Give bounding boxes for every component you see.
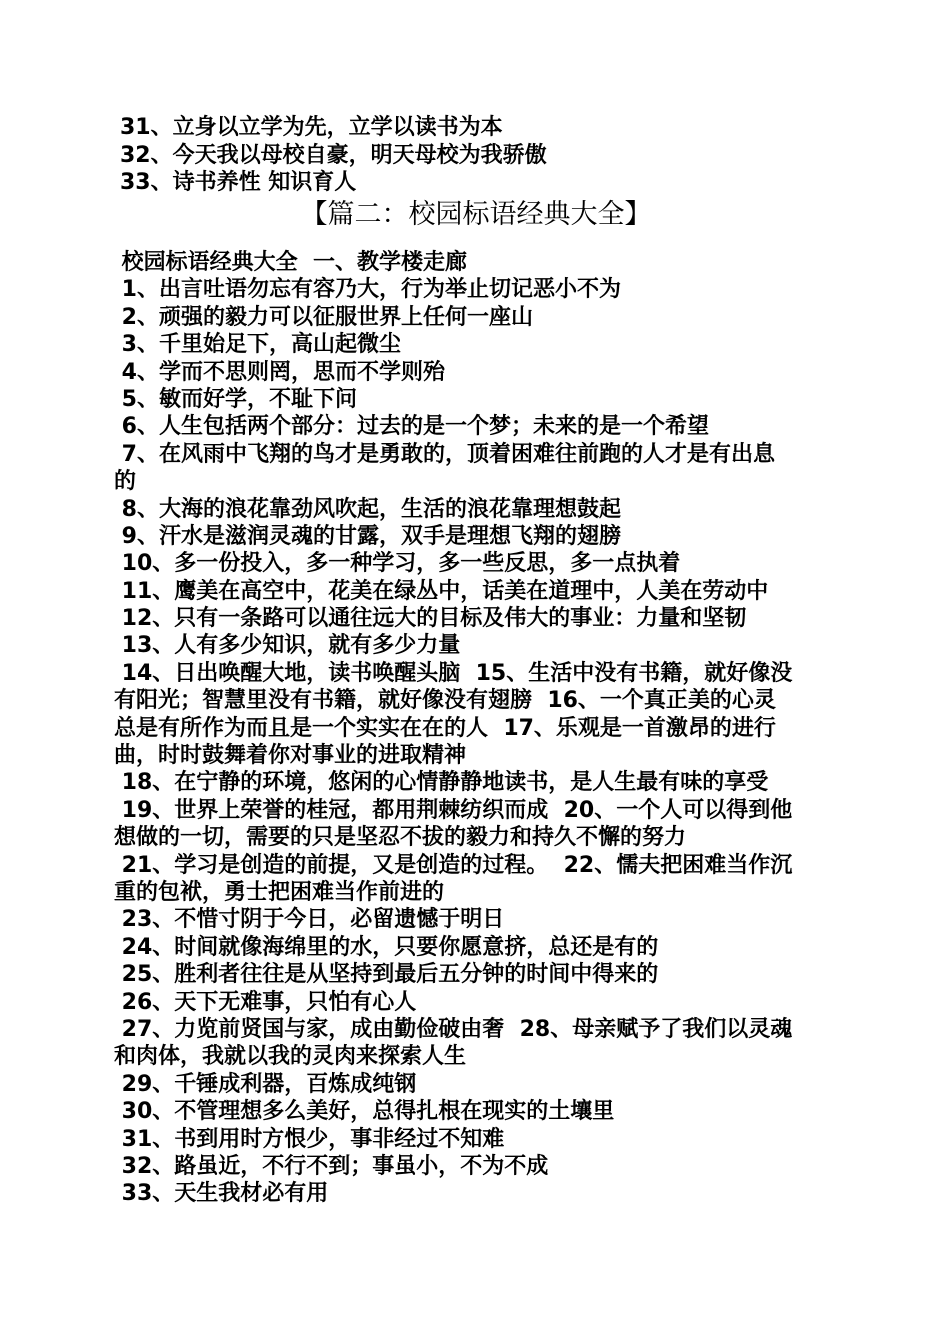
list-item: 24、时间就像海绵里的水，只要你愿意挤，总还是有的 xyxy=(114,934,659,960)
list-item: 6、人生包括两个部分：过去的是一个梦；未来的是一个希望 xyxy=(114,414,709,440)
list-item: 21、学习是创造的前提，又是创造的过程。 22、懦夫把困难当作沉 xyxy=(114,852,793,878)
section-heading: 校园标语经典大全 一、教学楼走廊 xyxy=(114,250,467,275)
list-item: 9、汗水是滋润灵魂的甘露，双手是理想飞翔的翅膀 xyxy=(114,523,621,549)
list-item: 12、只有一条路可以通往远大的目标及伟大的事业：力量和坚韧 xyxy=(114,606,747,632)
list-item-continued: 和肉体，我就以我的灵肉来探索人生 xyxy=(114,1044,467,1070)
list-item: 2、顽强的毅力可以征服世界上任何一座山 xyxy=(114,304,533,330)
list-item: 10、多一份投入，多一种学习，多一些反思，多一点执着 xyxy=(114,551,681,577)
list-item: 30、不管理想多么美好，总得扎根在现实的土壤里 xyxy=(114,1099,615,1125)
list-item: 13、人有多少知识，就有多少力量 xyxy=(114,633,461,659)
list-item-continued: 曲，时时鼓舞着你对事业的进取精神 xyxy=(114,743,467,769)
slogan-list xyxy=(114,249,838,1208)
list-item-continued: 重的包袱，勇士把困难当作前进的 xyxy=(114,879,445,905)
list-item: 33、诗书养性 知识育人 xyxy=(120,170,357,195)
list-item: 3、千里始足下，高山起微尘 xyxy=(114,332,401,358)
list-item: 33、天生我材必有用 xyxy=(114,1181,329,1207)
list-item: 23、不惜寸阴于今日，必留遗憾于明日 xyxy=(114,907,505,933)
list-item-continued: 想做的一切，需要的只是坚忍不拔的毅力和持久不懈的努力 xyxy=(114,825,687,851)
list-item: 1、出言吐语勿忘有容乃大，行为举止切记恶小不为 xyxy=(114,277,621,303)
list-item: 29、千锤成利器，百炼成纯钢 xyxy=(114,1071,417,1097)
list-item: 25、胜利者往往是从坚持到最后五分钟的时间中得来的 xyxy=(114,962,659,988)
section-title: 【篇二：校园标语经典大全】 xyxy=(300,199,652,230)
list-item: 31、立身以立学为先，立学以读书为本 xyxy=(120,115,503,140)
list-item: 8、大海的浪花靠劲风吹起，生活的浪花靠理想鼓起 xyxy=(114,496,621,522)
list-item: 32、路虽近，不行不到；事虽小，不为不成 xyxy=(114,1153,549,1179)
list-item: 7、在风雨中飞翔的鸟才是勇敢的，顶着困难往前跑的人才是有出息 xyxy=(114,441,775,467)
list-item-continued: 总是有所作为而且是一个实实在在的人 17、乐观是一首激昂的进行 xyxy=(114,715,776,741)
list-item: 31、书到用时方恨少，事非经过不知难 xyxy=(114,1126,505,1152)
list-item-continued: 的 xyxy=(114,469,137,495)
list-item: 5、敏而好学，不耻下问 xyxy=(114,386,357,412)
list-item: 4、学而不思则罔，思而不学则殆 xyxy=(114,359,445,385)
list-item: 18、在宁静的环境，悠闲的心情静静地读书，是人生最有味的享受 xyxy=(114,770,769,796)
list-item-continued: 有阳光；智慧里没有书籍，就好像没有翅膀 16、一个真正美的心灵 xyxy=(114,688,776,714)
top-list xyxy=(114,114,838,197)
list-item: 19、世界上荣誉的桂冠，都用荆棘纺织而成 20、一个人可以得到他 xyxy=(114,797,793,823)
list-item: 11、鹰美在高空中，花美在绿丛中，话美在道理中，人美在劳动中 xyxy=(114,578,769,604)
list-item: 27、力览前贤国与家，成由勤俭破由奢 28、母亲赋予了我们以灵魂 xyxy=(114,1016,793,1042)
list-item: 32、今天我以母校自豪，明天母校为我骄傲 xyxy=(120,142,547,168)
list-item: 14、日出唤醒大地，读书唤醒头脑 15、生活中没有书籍，就好像没 xyxy=(114,660,793,686)
list-item: 26、天下无难事，只怕有心人 xyxy=(114,989,417,1015)
